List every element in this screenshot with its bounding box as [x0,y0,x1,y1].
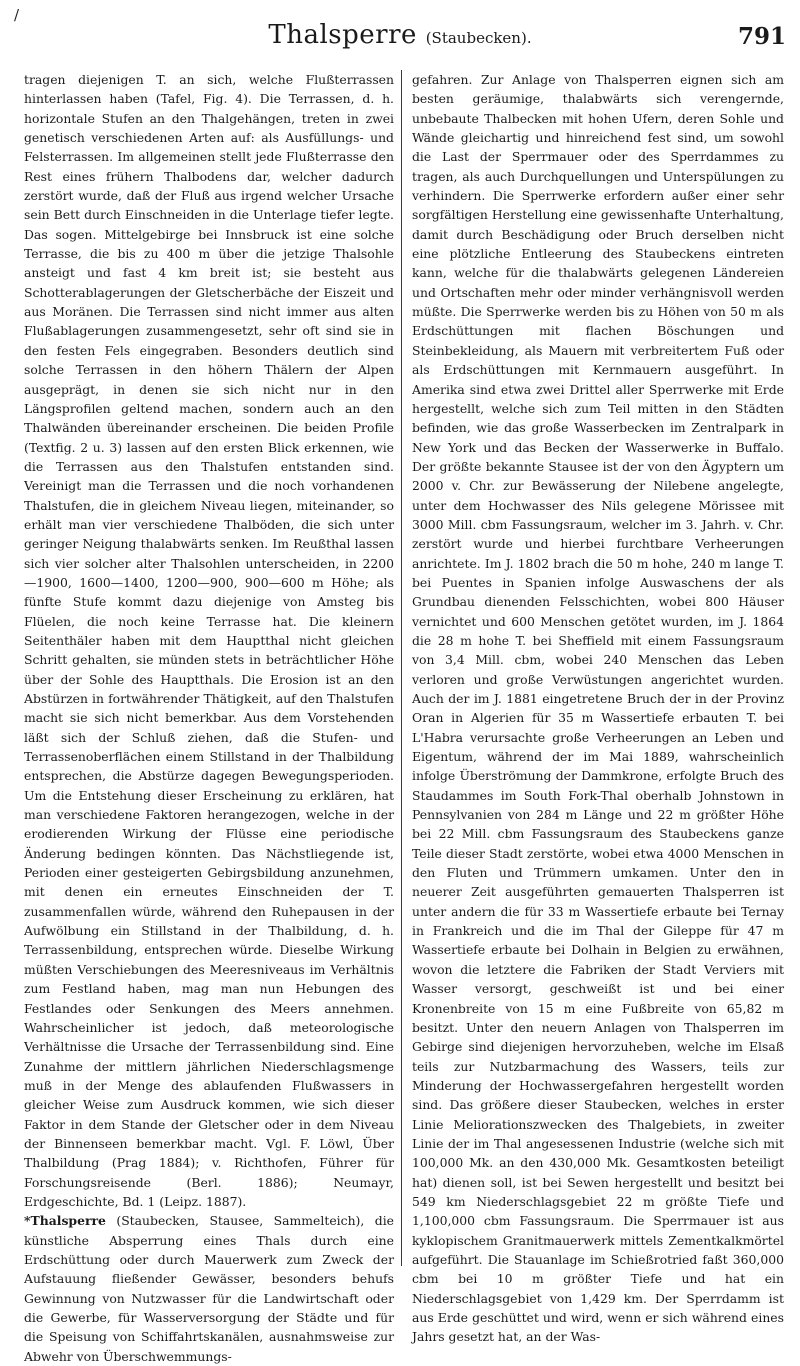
title-text: Thalsperre [268,20,417,50]
article-paragraph-entry [24,1211,394,1366]
entry-text: (Staubecken, Stausee, Sammelteich), die künstliche Absperrung eines Thals durch eine Erdschüttung oder durch Mauerwerk zum Zweck der Aufstauung fließender Gewässer, besonders behufs Gewinnung von Nutzwasser für die Landwirtschaft oder die Gewerbe, für Wasserversorgung der Städte und für die Speisung von Schiffahrtskanälen, ausnahmsweise zur Abwehr von Überschwemmungs- [24,1213,394,1364]
running-header [0,18,800,66]
article-paragraph: gefahren. Zur Anlage von Thalsperren eignen sich am besten geräumige, thalabwärts sich verengernde, unbebaute Thalbecken mit hohen Ufern, deren Sohle und Wände gleichartig und hinreichend fest sind, um sowohl die Last der Sperrmauer oder des Sperrdammes zu tragen, als auch Durchquellungen und Unterspülungen zu verhindern. Die Sperrwerke erfordern außer einer sehr sorgfältigen Herstellung eine gewissenhafte Unterhaltung, damit durch Beschädigung oder Bruch derselben nicht eine plötzliche Entleerung des Staubeckens eintreten kann, welche für die thalabwärts gelegenen Ländereien und Ortschaften mehr oder minder verhängnisvoll werden müßte. Die Sperrwerke werden bis zu Höhen von 50 m als Erdschüttungen mit flachen Böschungen und Steinbekleidung, als Mauern mit verbreitertem Fuß oder als Erdschüttungen mit Kernmauern ausgeführt. In Amerika sind etwa zwei Drittel aller Sperrwerke mit Erde hergestellt, welche sich zum Teil mitten in den Städten befinden, wie das große Wasserbecken im Zentralpark in New York und das Becken der Wasserwerke in Buffalo. Der größte bekannte Stausee ist der von den Ägyptern um 2000 v. Chr. zur Bewässerung der Nilebene angelegte, unter dem Hochwasser des Nils gelegene Mörissee mit 3000 Mill. cbm Fassungsraum, welcher im 3. Jahrh. v. Chr. zerstört wurde und hierbei furchtbare Verheerungen anrichtete. Im J. 1802 brach die 50 m hohe, 240 m lange T. bei Puentes in Spanien infolge Auswaschens der als Grundbau dienenden Felsschichten, wobei 800 Häuser vernichtet und 600 Menschen getötet wurden, im J. 1864 die 28 m hohe T. bei Sheffield mit einem Fassungsraum von 3,4 Mill. cbm, wobei 240 Menschen das Leben verloren und große Verwüstungen angerichtet wurden. Auch der im J. 1881 eingetretene Bruch der in der Provinz Oran in Algerien für 35 m Wassertiefe erbauten T. bei L'Habra verursachte große Verheerungen an Leben und Eigentum, während der im Mai 1889, wahrscheinlich infolge Überströmung der Dammkrone, erfolgte Bruch des Staudammes im South Fork-Thal oberhalb Johnstown in Pennsylvanien von 284 m Länge und 22 m größter Höhe bei 22 Mill. cbm Fassungsraum des Staubeckens ganze Teile dieser Stadt zerstörte, wobei etwa 4000 Menschen in den Fluten und Trümmern umkamen. Unter den in neuerer Zeit ausgeführten gemauerten Thalsperren ist unter andern die für 33 m Wassertiefe erbaute bei Ternay in Frankreich und die im Thal der Gileppe für 47 m Wassertiefe erbaute bei Dolhain in Belgien zu erwähnen, wovon die letztere die Fabriken der Stadt Verviers mit Wasser versorgt, geschweißt ist und bei einer Kronenbreite von 15 m eine Fußbreite von 65,82 m besitzt. Unter den neuern Anlagen von Thalsperren im Gebirge sind diejenigen hervorzuheben, welche im Elsaß teils zur Nutzbarmachung des Wassers, teils zur Minderung der Hochwassergefahren hergestellt worden sind. Das größere dieser Staubecken, welches in erster Linie Meliorationszwecken des Thalgebiets, in zweiter Linie der im Thal angesessenen Industrie (welche sich mit 100,000 Mk. an den 430,000 Mk. Gesamtkosten beteiligt hat) dienen soll, ist bei Sewen hergestellt und besitzt bei 549 km Niederschlagsgebiet 22 m größte Tiefe und 1,100,000 cbm Fassungsraum. Die Sperrmauer ist aus kyklopischem Granitmauerwerk mittels Zementkalkmörtel aufgeführt. Die Stauanlage im Schießrotried faßt 360,000 cbm bei 10 m größter Tiefe und hat ein Niederschlagsgebiet von 1,429 km. Der Sperrdamm ist aus Erde geschüttet und wird, wenn er sich während eines Jahrs gesetzt hat, an der Was- [412,72,784,1345]
left-column [24,70,394,1364]
title-subtitle: (Staubecken). [425,29,532,47]
page-title [0,20,800,53]
right-column [412,70,784,1345]
entry-headword: *Thalsperre [24,1213,106,1229]
column-divider [401,70,402,1266]
page-number: 791 [737,23,786,50]
margin-mark: / [14,6,20,24]
article-paragraph: tragen diejenigen T. an sich, welche Flußterrassen hinterlassen haben (Tafel, Fig. 4). Die Terrassen, d. h. horizontale Stufen an den Thalgehängen, treten in zwei genetisch verschiedenen Arten auf: als Ausfüllungs- und Felsterrassen. Im allgemeinen stellt jede Flußterrasse den Rest eines frühern Thalbodens dar, welcher dadurch zerstört wurde, daß der Fluß aus irgend welcher Ursache sein Bett durch Einschneiden in die Unterlage tiefer legte. Das sogen. Mittelgebirge bei Innsbruck ist eine solche Terrasse, die bis zu 400 m über die jetzige Thalsohle ansteigt und fast 4 km breit ist; sie besteht aus Schotterablagerungen der Gletscherbäche der Eiszeit und aus Moränen. Die Terrassen sind nicht immer aus alten Flußablagerungen zusammengesetzt, sehr oft sind sie in den festen Fels eingegraben. Besonders deutlich sind solche Terrassen in den höhern Thälern der Alpen ausgeprägt, in denen sie sich nicht nur in den Längsprofilen geltend machen, sondern auch an den Thalwänden übereinander erscheinen. Die beiden Profile (Textfig. 2 u. 3) lassen auf den ersten Blick erkennen, wie die Terrassen aus den Thalstufen entstanden sind. Vereinigt man die Terrassen und die noch vorhandenen Thalstufen, die in gleichem Niveau liegen, miteinander, so erhält man vier verschiedene Thalböden, die sich unter geringer Neigung thalabwärts senken. Im Reußthal lassen sich vier solcher alter Thalsohlen unterscheiden, in 2200—1900, 1600—1400, 1200—900, 900—600 m Höhe; als fünfte Stufe kommt dazu diejenige von Amsteg bis Flüelen, die noch keine Terrasse hat. Die kleinern Seitenthäler haben mit dem Hauptthal nicht gleichen Schritt gehalten, sie münden stets in beträchtlicher Höhe über der Sohle des Hauptthals. Die Erosion ist an den Abstürzen in fortwährender Thätigkeit, auf den Thalstufen macht sie sich nicht bemerkbar. Aus dem Vorstehenden läßt sich der Schluß ziehen, daß die Stufen- und Terrassenoberflächen einem Stillstand in der Thalbildung entsprechen, die Abstürze dagegen Bewegungsperioden. Um die Entstehung dieser Erscheinung zu erklären, hat man verschiedene Faktoren herangezogen, welche in der erodierenden Wirkung der Flüsse eine periodische Änderung bedingen könnten. Das Nächstliegende ist, Perioden einer gesteigerten Gebirgsbildung anzunehmen, mit denen ein erneutes Einschneiden der T. zusammenfallen würde, während den Ruhepausen in der Aufwölbung ein Stillstand in der Thalbildung, d. h. Terrassenbildung, entsprechen würde. Dieselbe Wirkung müßten Verschiebungen des Meeresniveaus im Verhältnis zum Festland haben, mag man nun Hebungen des Festlandes oder Senkungen des Meers annehmen. Wahrscheinlicher ist jedoch, daß meteorologische Verhältnisse die Ursache der Terrassenbildung sind. Eine Zunahme der mittlern jährlichen Niederschlagsmenge muß in der Menge des ablaufenden Flußwassers in gleicher Weise zum Ausdruck kommen, wie sich dieser Faktor in dem Stande der Gletscher oder in dem Niveau der Binnenseen bemerkbar macht. Vgl. F. Löwl, Über Thalbildung (Prag 1884); v. Richthofen, Führer für Forschungsreisende (Berl. 1886); Neumayr, Erdgeschichte, Bd. 1 (Leipz. 1887). [24,72,394,1209]
